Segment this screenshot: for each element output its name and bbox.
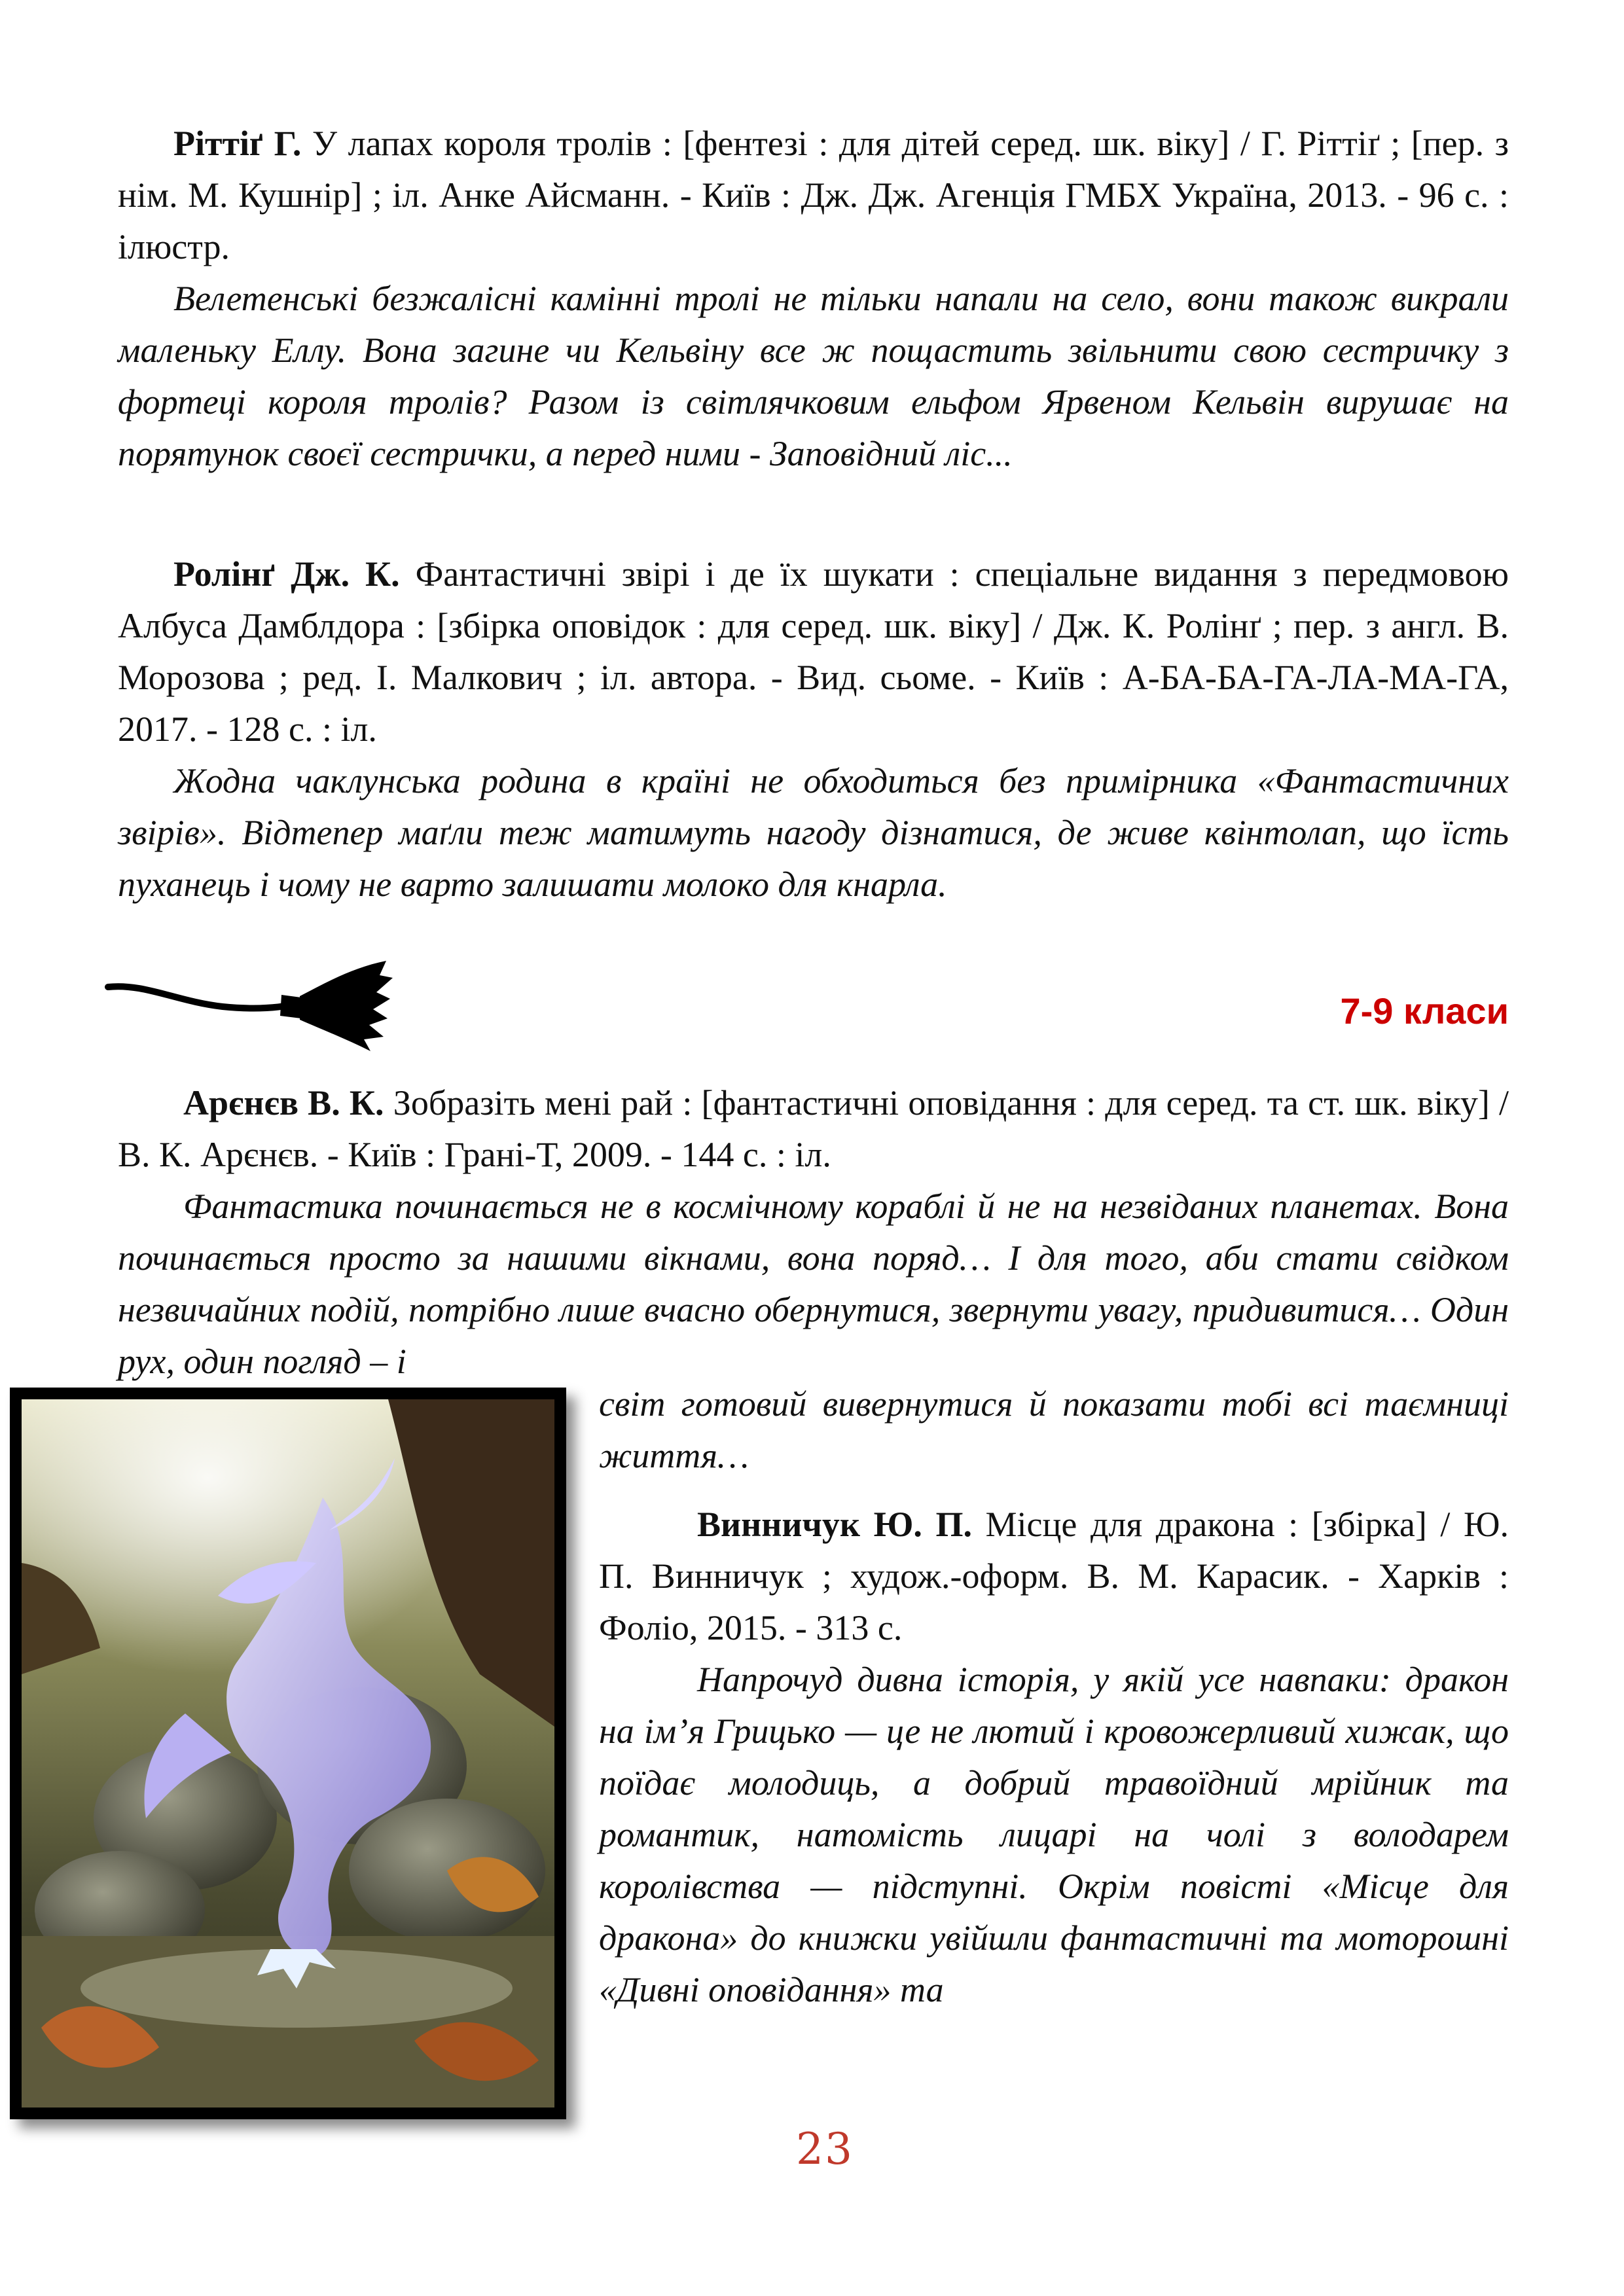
citation — [599, 1499, 1509, 1654]
grade-label: 7-9 класи — [1340, 990, 1509, 1031]
section-header — [105, 956, 1509, 1060]
annotation: Жодна чаклунська родина в країні не обходиться без примірника «Фантастичних звірів». Відтепер маґли теж матимуть нагоду дізнатися, де живе квінтолап, що їсть пуханець і чому не варто залишати молоко для кнарла. — [118, 761, 1509, 904]
annotation: Фантастика починається не в космічному кораблі й не на незвіданих планетах. Вона починається просто за нашими вікнами, вона поряд… І для того, аби стати свідком незвичайних подій, потрібно лише вчасно обернутися, звернути увагу, придивитися… Один рух, один погляд – і — [118, 1187, 1509, 1381]
page-number: 23 — [796, 2124, 854, 2174]
entry-vynnychuk — [599, 1499, 1509, 2016]
broom-icon — [105, 956, 393, 1054]
author: Ріттіґ Г. — [173, 124, 302, 163]
annotation: Напрочуд дивна історія, у якій усе навпаки: дракон на ім’я Грицько — це не лютий і кровожерливий хижак, що поїдає молодиць, а добрий травоїдний мрійник та романтик, натомість лицарі на чолі з володарем королівства — підступні. Окрім повісті «Місце для дракона» до книжки увійшли фантастичні та моторошні «Дивні оповідання» та — [599, 1660, 1509, 2009]
entry-rittig — [118, 118, 1509, 480]
author: Винничук Ю. П. — [697, 1505, 972, 1544]
citation-text: Фантастичні звірі і де їх шукати : спеціальне видання з передмовою Албуса Дамблдора : [збірка оповідок : для серед. шк. віку] / Дж. К. Ролінґ ; пер. з англ. В. Морозова ; ред. І. Малкович ; іл. автора. - Вид. сьоме. - Київ : А-БА-БА-ГА-ЛА-МА-ГА, 2017. - 128 с. : іл. — [118, 554, 1509, 749]
entry-rowling — [118, 548, 1509, 910]
citation — [118, 118, 1509, 273]
entry-aresnev — [118, 1077, 1509, 1388]
entry-aresnev-continued — [599, 1378, 1509, 1482]
dragon-image — [22, 1399, 554, 2108]
citation-text: У лапах короля тролів : [фентезі : для дітей серед. шк. віку] / Г. Ріттіґ ; [пер. з нім. М. Кушнір] ; іл. Анке Айсманн. - Київ : Дж. Дж. Агенція ГМБХ Україна, 2013. - 96 с. : ілюстр. — [118, 124, 1509, 266]
citation — [118, 1077, 1509, 1181]
citation-text: Зобразіть мені рай : [фантастичні оповідання : для серед. та ст. шк. віку] / В. К. Арєнєв. - Київ : Грані-Т, 2009. - 144 с. : іл. — [118, 1083, 1509, 1174]
author: Ролінґ Дж. К. — [173, 554, 400, 594]
citation-text: Місце для дракона : [збірка] / Ю. П. Винничук ; худож.-оформ. В. М. Карасик. - Харків : Фоліо, 2015. - 313 с. — [599, 1505, 1509, 1647]
annotation: Велетенські безжалісні камінні тролі не тільки напали на село, вони також викрали маленьку Еллу. Вона загине чи Кельвіну все ж пощастить звільнити свою сестричку з фортеці короля тролів? Разом із світлячковим ельфом Ярвеном Кельвін вирушає на порятунок своєї сестрички, а перед ними - Заповідний ліс... — [118, 279, 1509, 473]
citation — [118, 548, 1509, 755]
author: Арєнєв В. К. — [183, 1083, 384, 1122]
annotation-continued: світ готовий вивернутися й показати тобі всі таємниці життя… — [599, 1384, 1509, 1475]
dragon-illustration — [10, 1388, 566, 2119]
